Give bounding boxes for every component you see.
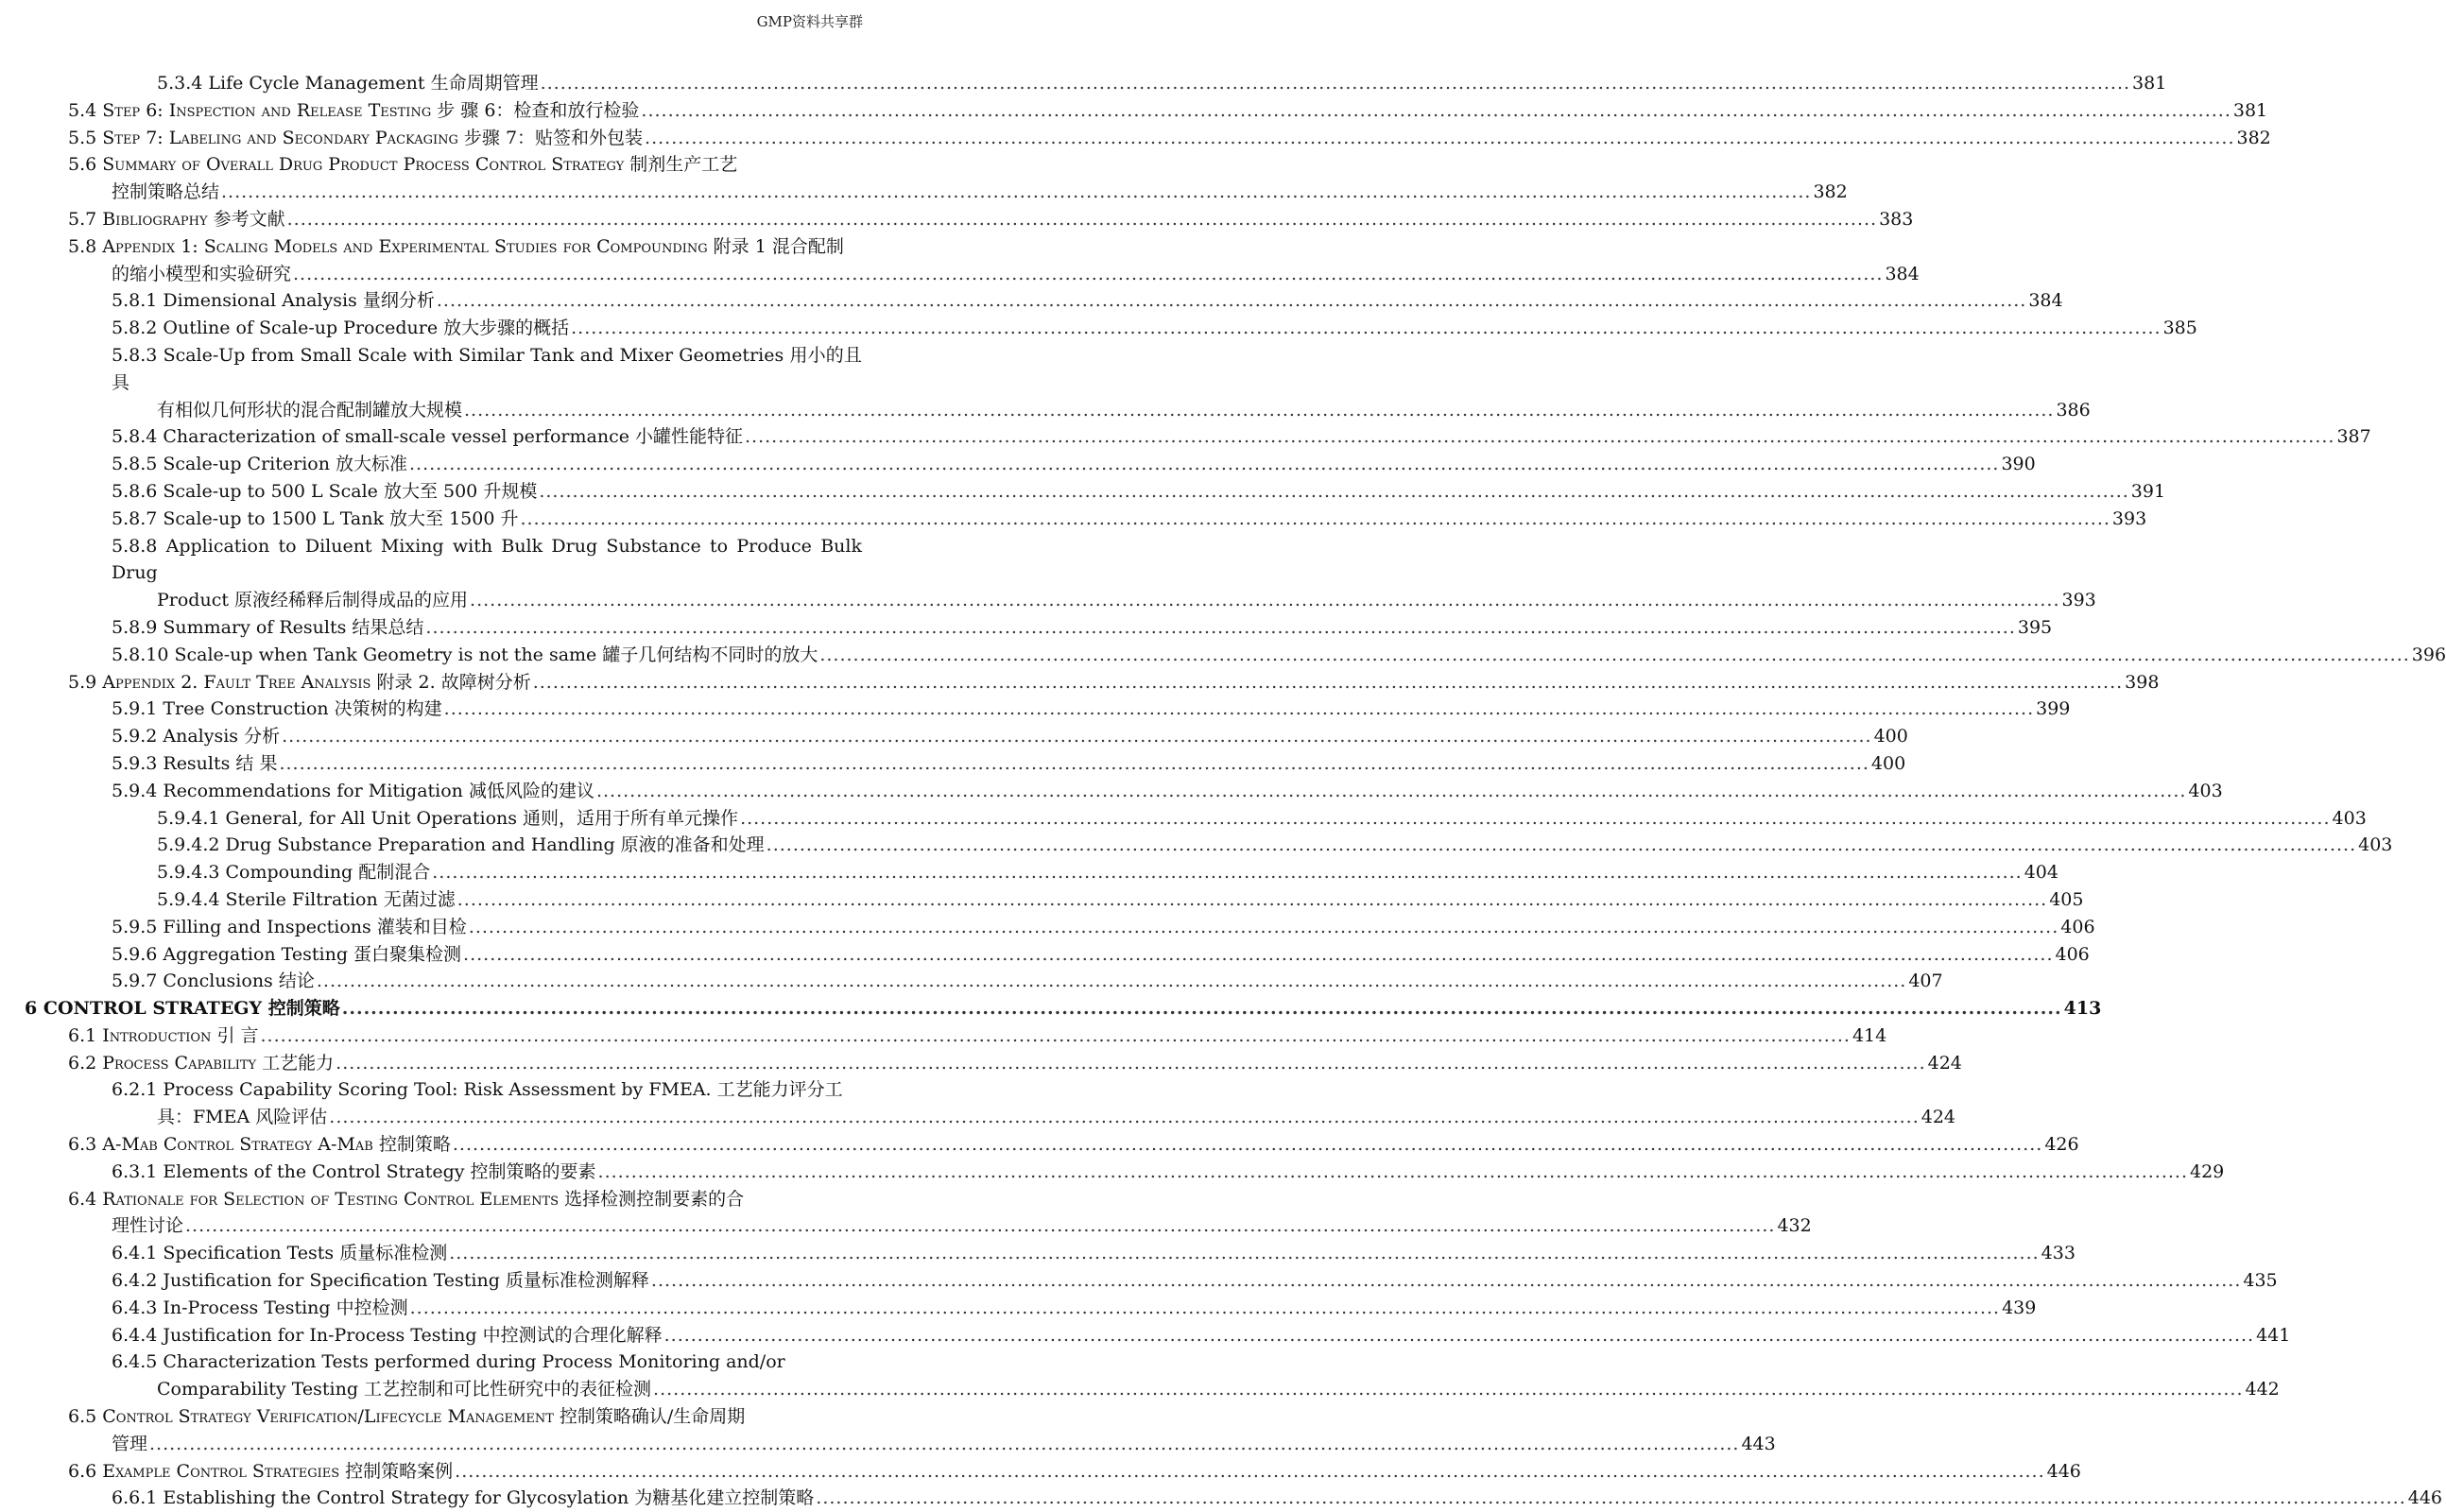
dot-leader (425, 614, 2015, 642)
toc-entry[interactable] (25, 1403, 1776, 1458)
toc-entry[interactable] (25, 914, 2095, 941)
toc-entry-title: 6.4.2 Justification for Specification Testing 质量标准检测解释 (112, 1270, 649, 1292)
toc-page-number: 435 (2243, 1270, 2278, 1292)
toc-entry[interactable] (25, 859, 2058, 886)
toc-entry-title: 5.6 Summary of Overall Drug Product Process Control Strategy 制剂生产工艺 (68, 154, 738, 176)
toc-entry-title: 6.3.1 Elements of the Control Strategy 控制策略的要素 (112, 1160, 596, 1182)
toc-page-number: 407 (1908, 971, 1943, 992)
toc-page-number: 446 (2407, 1487, 2443, 1509)
toc-entry[interactable] (25, 451, 2036, 478)
toc-entry-title: 5.9.4.2 Drug Substance Preparation and Handling 原液的准备和处理 (157, 834, 765, 856)
dot-leader (453, 1131, 2042, 1159)
toc-entry-title: 5.8.2 Outline of Scale-up Procedure 放大步骤的概括 (112, 318, 570, 339)
toc-page-number: 446 (2046, 1460, 2081, 1482)
toc-entry-title: 6.2 Process Capability 工艺能力 (68, 1052, 335, 1074)
dot-leader (444, 696, 2034, 723)
toc-page-number: 390 (2001, 454, 2036, 475)
dot-leader (409, 451, 1999, 478)
dot-leader (645, 125, 2234, 152)
toc-entry-title: 6.4.3 In-Process Testing 中控检测 (112, 1297, 408, 1318)
toc-page-number: 395 (2017, 616, 2053, 638)
toc-entry[interactable] (25, 533, 2096, 614)
toc-entry[interactable] (25, 614, 2053, 642)
toc-entry[interactable] (25, 1267, 2278, 1295)
toc-page-number: 383 (1879, 208, 1914, 230)
toc-page-number: 399 (2036, 698, 2071, 720)
toc-page-number: 398 (2125, 671, 2160, 693)
toc-page-number: 405 (2049, 888, 2084, 910)
dot-leader (317, 968, 1906, 995)
toc-entry[interactable] (25, 995, 2102, 1022)
dot-leader (539, 478, 2128, 506)
dot-leader (745, 423, 2334, 451)
dot-leader (449, 1240, 2039, 1267)
toc-entry-title: 5.8.6 Scale-up to 500 L Scale 放大至 500 升规模 (112, 480, 538, 502)
toc-entry-title: 5.9.3 Results 结 果 (112, 752, 278, 774)
toc-entry-title: 控制策略总结 (112, 181, 220, 203)
toc-entry[interactable] (25, 1322, 2291, 1349)
toc-page-number: 424 (1921, 1107, 1955, 1128)
toc-entry-title: 5.9.7 Conclusions 结论 (112, 971, 315, 992)
toc-entry[interactable] (25, 805, 2367, 833)
toc-entry-title: 5.8.8 Application to Diluent Mixing with Bulk Drug Substance to Produce Bulk Drug (112, 535, 862, 584)
toc-page-number: 403 (2332, 807, 2367, 829)
toc-entry[interactable] (25, 886, 2084, 914)
dot-leader (185, 1212, 1775, 1240)
toc-entry-title: 5.8.5 Scale-up Criterion 放大标准 (112, 454, 407, 475)
toc-entry[interactable] (25, 832, 2393, 859)
toc-entry-title: 有相似几何形状的混合配制罐放大规模 (157, 399, 463, 421)
dot-leader (541, 70, 2130, 97)
dot-leader (279, 750, 1869, 778)
dot-leader (455, 1458, 2044, 1486)
dot-leader (520, 506, 2110, 533)
toc-entry[interactable] (25, 97, 2268, 125)
toc-entry[interactable] (25, 478, 2166, 506)
toc-page-number: 382 (1813, 181, 1848, 203)
toc-entry[interactable] (25, 1159, 2225, 1186)
toc-page-number: 429 (2189, 1160, 2225, 1182)
toc-entry-title: 管理 (112, 1433, 148, 1454)
toc-entry-title: 5.9.4.1 General, for All Unit Operations 通则，适用于所有单元操作 (157, 807, 739, 829)
toc-entry[interactable] (25, 233, 1920, 288)
dot-leader (533, 669, 2123, 696)
toc-page-number: 413 (2063, 998, 2102, 1020)
toc-entry-title: 6.3 A-Mab Control Strategy A-Mab 控制策略 (68, 1134, 451, 1156)
toc-page-number: 443 (1741, 1433, 1776, 1454)
dot-leader (816, 1485, 2405, 1512)
toc-entry[interactable] (25, 125, 2271, 152)
dot-leader (596, 778, 2186, 805)
toc-entry-title: 的缩小模型和实验研究 (112, 263, 292, 284)
toc-entry[interactable] (25, 1458, 2081, 1486)
toc-entry-title: 5.8.10 Scale-up when Tank Geometry is not the same 罐子几何结构不同时的放大 (112, 644, 818, 665)
toc-page-number: 391 (2130, 480, 2166, 502)
dot-leader (221, 179, 1811, 206)
toc-page-number: 442 (2245, 1379, 2280, 1400)
toc-page-number: 424 (1927, 1052, 1962, 1074)
toc-entry[interactable] (25, 506, 2147, 533)
dot-leader (261, 1022, 1851, 1050)
toc-entry-title: 5.9.4 Recommendations for Mitigation 减低风险的建议 (112, 780, 594, 801)
toc-entry[interactable] (25, 750, 1906, 778)
toc-entry[interactable] (25, 151, 1848, 206)
toc-entry[interactable] (25, 423, 2371, 451)
toc-entry-title: 5.8.7 Scale-up to 1500 L Tank 放大至 1500 升 (112, 507, 519, 529)
toc-entry[interactable] (25, 315, 2197, 342)
dot-leader (437, 287, 2026, 315)
toc-page-number: 439 (2002, 1297, 2037, 1318)
toc-entry-title: 5.9.6 Aggregation Testing 蛋白聚集检测 (112, 943, 462, 965)
toc-page-number: 381 (2232, 99, 2268, 121)
toc-entry-title: 5.4 Step 6: Inspection and Release Testing 步 骤 6：检查和放行检验 (68, 99, 640, 121)
toc-entry-title: Comparability Testing 工艺控制和可比性研究中的表征检测 (157, 1379, 652, 1400)
toc-entry[interactable] (25, 1022, 1887, 1050)
toc-page-number: 384 (2028, 290, 2063, 312)
dot-leader (463, 941, 2053, 969)
toc-entry[interactable] (25, 206, 1914, 233)
toc-entry[interactable] (25, 342, 2091, 423)
toc-entry-title: 5.9.5 Filling and Inspections 灌装和目检 (112, 916, 467, 937)
dot-leader (149, 1431, 1739, 1458)
toc-entry-title: Product 原液经稀释后制得成品的应用 (157, 590, 469, 611)
toc-page-number: 441 (2256, 1324, 2291, 1346)
toc-page-number: 400 (1873, 726, 1908, 747)
toc-entry-title: 6.2.1 Process Capability Scoring Tool: Risk Assessment by FMEA. 工艺能力评分工 (112, 1079, 843, 1101)
toc-page-number: 382 (2236, 127, 2271, 148)
toc-page-number: 386 (2056, 399, 2091, 421)
toc-entry[interactable] (25, 70, 2167, 97)
toc-entry[interactable] (25, 1050, 1962, 1077)
toc-page-number: 396 (2411, 644, 2446, 665)
toc-page-number: 381 (2132, 73, 2167, 94)
toc-entry-title: 5.8.4 Characterization of small-scale vessel performance 小罐性能特征 (112, 426, 743, 448)
toc-entry-title: 5.9.4.4 Sterile Filtration 无菌过滤 (157, 888, 456, 910)
toc-entry-title: 5.8.9 Summary of Results 结果总结 (112, 616, 424, 638)
dot-leader (819, 642, 2409, 669)
toc-entry-title: 6.6.1 Establishing the Control Strategy for Glycosylation 为糖基化建立控制策略 (112, 1487, 815, 1509)
toc-page-number: 403 (2188, 780, 2223, 801)
dot-leader (457, 886, 2047, 914)
toc-entry[interactable] (25, 1295, 2037, 1322)
toc-entry[interactable] (25, 723, 1908, 750)
dot-leader (469, 914, 2058, 941)
dot-leader (282, 723, 1871, 750)
toc-entry[interactable] (25, 669, 2160, 696)
dot-leader (598, 1159, 2188, 1186)
toc-page-number: 400 (1870, 752, 1906, 774)
dot-leader (470, 587, 2059, 614)
dot-leader (336, 1050, 1925, 1077)
dot-leader (641, 97, 2231, 125)
toc-entry[interactable] (25, 941, 2090, 969)
toc-entry[interactable] (25, 968, 1943, 995)
toc-entry-title: 5.9.2 Analysis 分析 (112, 726, 281, 747)
toc-entry[interactable] (25, 1131, 2079, 1159)
toc-entry-title: 6.5 Control Strategy Verification/Lifecycle Management 控制策略确认/生命周期 (68, 1406, 746, 1428)
dot-leader (342, 995, 2062, 1022)
toc-entry-title: 5.5 Step 7: Labeling and Secondary Packaging 步骤 7：贴签和外包装 (68, 127, 644, 148)
toc-entry[interactable] (25, 778, 2223, 805)
dot-leader (740, 805, 2330, 833)
toc-entry[interactable] (25, 696, 2071, 723)
toc-entry[interactable] (25, 642, 2446, 669)
toc-entry[interactable] (25, 1240, 2076, 1267)
toc-entry-title: 6 CONTROL STRATEGY 控制策略 (25, 998, 340, 1020)
toc-entry-title: 理性讨论 (112, 1215, 184, 1237)
toc-entry-title: 具：FMEA 风险评估 (157, 1107, 328, 1128)
toc-entry[interactable] (25, 1076, 1955, 1131)
toc-entry[interactable] (25, 1349, 2280, 1403)
dot-leader (293, 261, 1883, 288)
toc-entry-title: 5.8.1 Dimensional Analysis 量纲分析 (112, 290, 435, 312)
dot-leader (329, 1104, 1919, 1131)
toc-page-number: 393 (2111, 507, 2147, 529)
toc-entry-title: 6.6 Example Control Strategies 控制策略案例 (68, 1460, 454, 1482)
dot-leader (287, 206, 1877, 233)
dot-leader (651, 1267, 2241, 1295)
dot-leader (410, 1295, 2000, 1322)
dot-leader (464, 397, 2054, 424)
toc-entry-title: 6.4 Rationale for Selection of Testing Control Elements 选择检测控制要素的合 (68, 1188, 745, 1210)
toc-page-number: 414 (1852, 1024, 1887, 1046)
toc-entry[interactable] (25, 1485, 2443, 1512)
toc-page-number: 393 (2061, 590, 2096, 611)
toc-entry-title: 5.8 Appendix 1: Scaling Models and Experimental Studies for Compounding 附录 1 混合配制 (68, 235, 844, 257)
table-of-contents (25, 70, 2446, 1512)
toc-page-number: 432 (1777, 1215, 1812, 1237)
page-header: GMP资料共享群 (756, 13, 863, 30)
toc-entry-title: 5.9.1 Tree Construction 决策树的构建 (112, 698, 442, 720)
toc-page-number: 433 (2041, 1243, 2076, 1264)
toc-entry[interactable] (25, 1186, 1812, 1241)
toc-entry-title: 5.9.4.3 Compounding 配制混合 (157, 862, 431, 884)
dot-leader (653, 1376, 2243, 1403)
dot-leader (432, 859, 2022, 886)
toc-entry-title: 5.8.3 Scale-Up from Small Scale with Similar Tank and Mixer Geometries 用小的且具 (112, 344, 862, 393)
toc-entry-title: 6.4.4 Justification for In-Process Testing 中控测试的合理化解释 (112, 1324, 663, 1346)
toc-page-number: 404 (2024, 862, 2058, 884)
dot-leader (571, 315, 2161, 342)
toc-page-number: 384 (1885, 263, 1920, 284)
toc-page-number: 387 (2336, 426, 2371, 448)
toc-entry-title: 6.1 Introduction 引 言 (68, 1024, 259, 1046)
dot-leader (767, 832, 2356, 859)
toc-entry-title: 6.4.1 Specification Tests 质量标准检测 (112, 1243, 448, 1264)
toc-page-number: 406 (2060, 916, 2095, 937)
toc-page-number: 403 (2358, 834, 2393, 856)
toc-entry-title: 5.3.4 Life Cycle Management 生命周期管理 (157, 73, 539, 94)
toc-entry-title: 5.9 Appendix 2. Fault Tree Analysis 附录 2. 故障树分析 (68, 671, 531, 693)
toc-page-number: 426 (2044, 1134, 2079, 1156)
toc-entry-title: 6.4.5 Characterization Tests performed during Process Monitoring and/or (112, 1351, 785, 1373)
toc-entry-title: 5.7 Bibliography 参考文献 (68, 208, 285, 230)
dot-leader (664, 1322, 2254, 1349)
toc-entry[interactable] (25, 287, 2063, 315)
toc-page-number: 406 (2055, 943, 2090, 965)
toc-page-number: 385 (2162, 318, 2197, 339)
